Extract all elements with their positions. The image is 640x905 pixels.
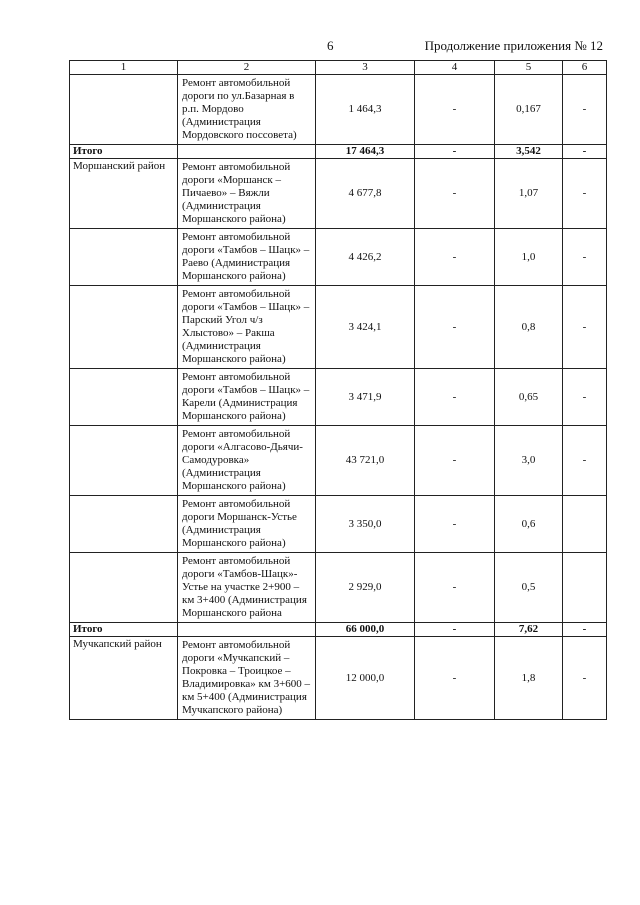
amount-cell: 3 350,0 [316, 496, 415, 553]
length-cell: 3,542 [495, 145, 563, 159]
amount-cell: 17 464,3 [316, 145, 415, 159]
column-header: 4 [415, 61, 495, 75]
work-description-cell: Ремонт автомобильной дороги «Моршанск – Пичаево» – Вяжли (Администрация Моршанского района) [178, 159, 316, 229]
column-4-cell: - [415, 145, 495, 159]
column-6-cell: - [563, 229, 607, 286]
work-description-cell: Ремонт автомобильной дороги «Тамбов – Шацк» – Раево (Администрация Моршанского района) [178, 229, 316, 286]
amount-cell: 1 464,3 [316, 75, 415, 145]
column-6-cell: - [563, 145, 607, 159]
length-cell: 0,65 [495, 369, 563, 426]
column-4-cell: - [415, 623, 495, 637]
page-number: 6 [327, 38, 334, 53]
table-row [70, 637, 607, 720]
amount-cell: 43 721,0 [316, 426, 415, 496]
table-row [70, 286, 607, 369]
column-4-cell: - [415, 637, 495, 720]
district-cell [70, 553, 178, 623]
work-description-cell [178, 623, 316, 637]
amount-cell: 12 000,0 [316, 637, 415, 720]
column-header: 6 [563, 61, 607, 75]
table-row [70, 229, 607, 286]
length-cell: 7,62 [495, 623, 563, 637]
continuation-note: Продолжение приложения № 12 [424, 38, 603, 53]
table-row [70, 553, 607, 623]
length-cell: 1,07 [495, 159, 563, 229]
amount-cell: 2 929,0 [316, 553, 415, 623]
length-cell: 0,8 [495, 286, 563, 369]
column-4-cell: - [415, 159, 495, 229]
column-4-cell: - [415, 286, 495, 369]
district-cell [70, 369, 178, 426]
amount-cell: 3 471,9 [316, 369, 415, 426]
table-row [70, 159, 607, 229]
column-6-cell: - [563, 159, 607, 229]
work-description-cell: Ремонт автомобильной дороги по ул.Базарная в р.п. Мордово (Администрация Мордовского поссовета) [178, 75, 316, 145]
length-cell: 3,0 [495, 426, 563, 496]
column-6-cell: - [563, 75, 607, 145]
amount-cell: 4 677,8 [316, 159, 415, 229]
work-description-cell: Ремонт автомобильной дороги «Тамбов – Шацк» – Карели (Администрация Моршанского района) [178, 369, 316, 426]
column-6-cell [563, 496, 607, 553]
column-6-cell: - [563, 623, 607, 637]
district-cell [70, 426, 178, 496]
table-row [70, 75, 607, 145]
length-cell: 0,5 [495, 553, 563, 623]
column-6-cell: - [563, 369, 607, 426]
column-header: 5 [495, 61, 563, 75]
column-4-cell: - [415, 553, 495, 623]
column-6-cell [563, 553, 607, 623]
work-description-cell [178, 145, 316, 159]
column-header: 1 [70, 61, 178, 75]
table-row [70, 369, 607, 426]
district-cell [70, 75, 178, 145]
amount-cell: 4 426,2 [316, 229, 415, 286]
column-4-cell: - [415, 229, 495, 286]
work-description-cell: Ремонт автомобильной дороги Моршанск-Устье (Администрация Моршанского района) [178, 496, 316, 553]
amount-cell: 66 000,0 [316, 623, 415, 637]
district-cell [70, 496, 178, 553]
district-cell: Итого [70, 145, 178, 159]
column-4-cell: - [415, 496, 495, 553]
work-description-cell: Ремонт автомобильной дороги «Тамбов-Шацк»-Устье на участке 2+900 – км 3+400 (Администрация Моршанского района [178, 553, 316, 623]
total-row [70, 145, 607, 159]
column-4-cell: - [415, 369, 495, 426]
column-6-cell: - [563, 286, 607, 369]
length-cell: 1,8 [495, 637, 563, 720]
length-cell: 1,0 [495, 229, 563, 286]
district-cell: Моршанский район [70, 159, 178, 229]
district-cell [70, 286, 178, 369]
length-cell: 0,6 [495, 496, 563, 553]
district-cell: Итого [70, 623, 178, 637]
column-6-cell: - [563, 426, 607, 496]
table-row [70, 496, 607, 553]
total-row [70, 623, 607, 637]
work-description-cell: Ремонт автомобильной дороги «Алгасово-Дьячи-Самодуровка» (Администрация Моршанского района) [178, 426, 316, 496]
column-4-cell: - [415, 426, 495, 496]
district-cell [70, 229, 178, 286]
table-row [70, 426, 607, 496]
appendix-table [69, 60, 607, 720]
work-description-cell: Ремонт автомобильной дороги «Мучкапский – Покровка – Троицкое – Владимировка» км 3+600 – км 5+400 (Администрация Мучкапского района) [178, 637, 316, 720]
column-number-row [70, 61, 607, 75]
amount-cell: 3 424,1 [316, 286, 415, 369]
length-cell: 0,167 [495, 75, 563, 145]
district-cell: Мучкапский район [70, 637, 178, 720]
column-header: 2 [178, 61, 316, 75]
work-description-cell: Ремонт автомобильной дороги «Тамбов – Шацк» – Парский Угол ч/з Хлыстово» – Ракша (Администрация Моршанского района) [178, 286, 316, 369]
column-4-cell: - [415, 75, 495, 145]
column-header: 3 [316, 61, 415, 75]
column-6-cell: - [563, 637, 607, 720]
